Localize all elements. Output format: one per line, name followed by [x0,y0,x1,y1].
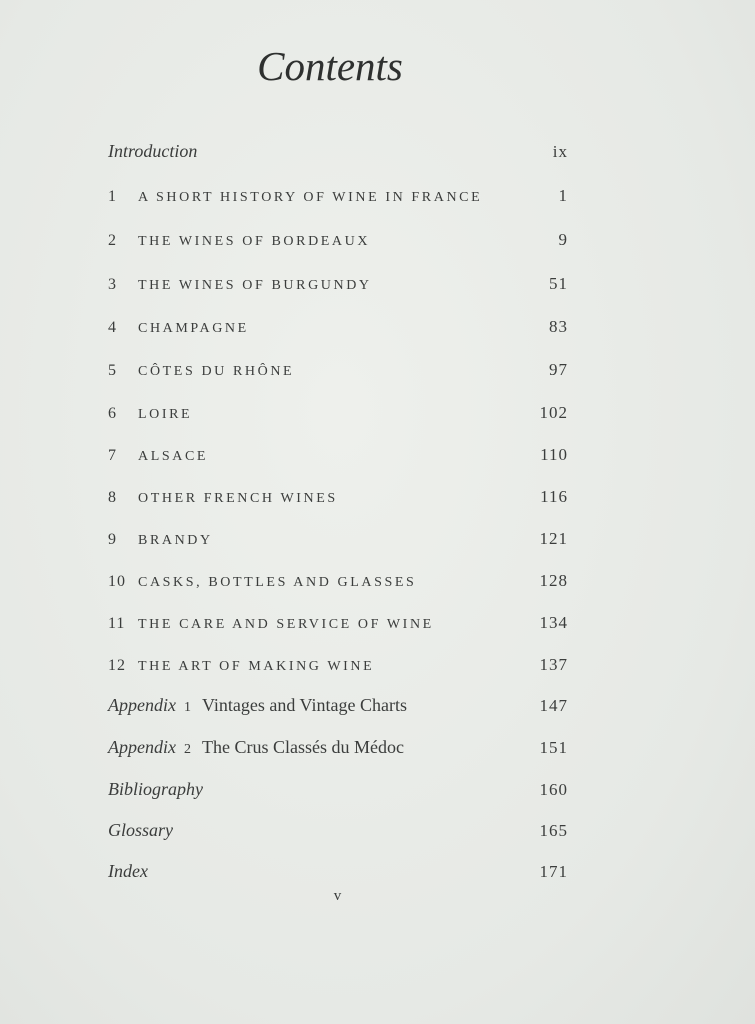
toc-entry-index [108,852,568,882]
page-title: Contents [257,43,403,89]
toc-entry-chapter [108,220,568,250]
chapter-title: BRANDY [138,533,213,548]
toc-page-number: 97 [549,360,568,379]
chapter-title: CÔTES DU RHÔNE [138,364,295,379]
chapter-title: ALSACE [138,449,209,464]
toc-page-number: ix [552,142,568,161]
toc-page-number: 102 [539,403,568,422]
chapter-title: CASKS, BOTTLES AND GLASSES [138,575,417,590]
toc-entry-glossary [108,811,568,841]
chapter-number: 12 [108,657,126,674]
appendix-title: Vintages and Vintage Charts [201,695,407,715]
chapter-title: THE WINES OF BURGUNDY [138,278,372,293]
toc-page-number: 116 [540,487,568,506]
toc-page-number: 110 [540,445,568,464]
chapter-title: THE CARE AND SERVICE OF WINE [138,617,434,632]
toc-entry-label: Index [108,861,148,881]
toc-entry-label: Glossary [108,820,174,840]
toc-entry-chapter [108,393,568,423]
toc-page-number: 83 [549,317,568,336]
chapter-title: CHAMPAGNE [138,321,249,336]
toc-page-number: 9 [558,230,568,249]
toc-entry-chapter [108,645,568,675]
toc-page-number: 151 [539,738,568,757]
appendix-label: Appendix [108,695,176,715]
toc-entry-chapter [108,350,568,380]
chapter-number: 10 [108,573,126,590]
toc-page-number: 128 [539,571,568,590]
chapter-number: 9 [108,531,117,548]
chapter-number: 6 [108,405,117,422]
chapter-title: THE ART OF MAKING WINE [138,659,375,674]
chapter-title: LOIRE [138,407,193,422]
toc-entry-chapter [108,603,568,633]
toc-entry-chapter [108,477,568,507]
toc-entry-appendix [108,686,568,716]
toc-page-number: 134 [539,613,568,632]
toc-entry-chapter [108,307,568,337]
toc-entry-chapter [108,264,568,294]
toc-entry-chapter [108,561,568,591]
toc-page-number: 147 [539,696,568,715]
chapter-number: 1 [108,188,117,205]
page-folio: v [333,888,342,904]
toc-entry-label: Introduction [108,141,198,161]
toc-entry-chapter [108,519,568,549]
appendix-number: 2 [183,742,192,757]
toc-page-number: 160 [539,780,568,799]
toc-page-number: 51 [549,274,568,293]
chapter-number: 7 [108,447,117,464]
chapter-number: 11 [108,615,126,632]
toc-entry-chapter [108,176,568,206]
chapter-number: 3 [108,276,117,293]
chapter-number: 8 [108,489,117,506]
appendix-number: 1 [183,700,192,715]
toc-entry-chapter [108,435,568,465]
toc-page-number: 1 [558,186,568,205]
chapter-title: A SHORT HISTORY OF WINE IN FRANCE [138,190,483,205]
toc-page-number: 171 [539,862,568,881]
appendix-title: The Crus Classés du Médoc [201,737,404,757]
toc-entry-label: Bibliography [108,779,203,799]
chapter-title: OTHER FRENCH WINES [138,491,338,506]
toc-entry-appendix [108,728,568,758]
toc-page-number: 165 [539,821,568,840]
toc-page-number: 121 [539,529,568,548]
chapter-number: 4 [108,319,117,336]
chapter-title: THE WINES OF BORDEAUX [138,234,371,249]
toc-entry-introduction [108,132,568,162]
appendix-label: Appendix [108,737,176,757]
toc-entry-bibliography [108,770,568,800]
toc-page-number: 137 [539,655,568,674]
chapter-number: 2 [108,232,117,249]
chapter-number: 5 [108,362,117,379]
